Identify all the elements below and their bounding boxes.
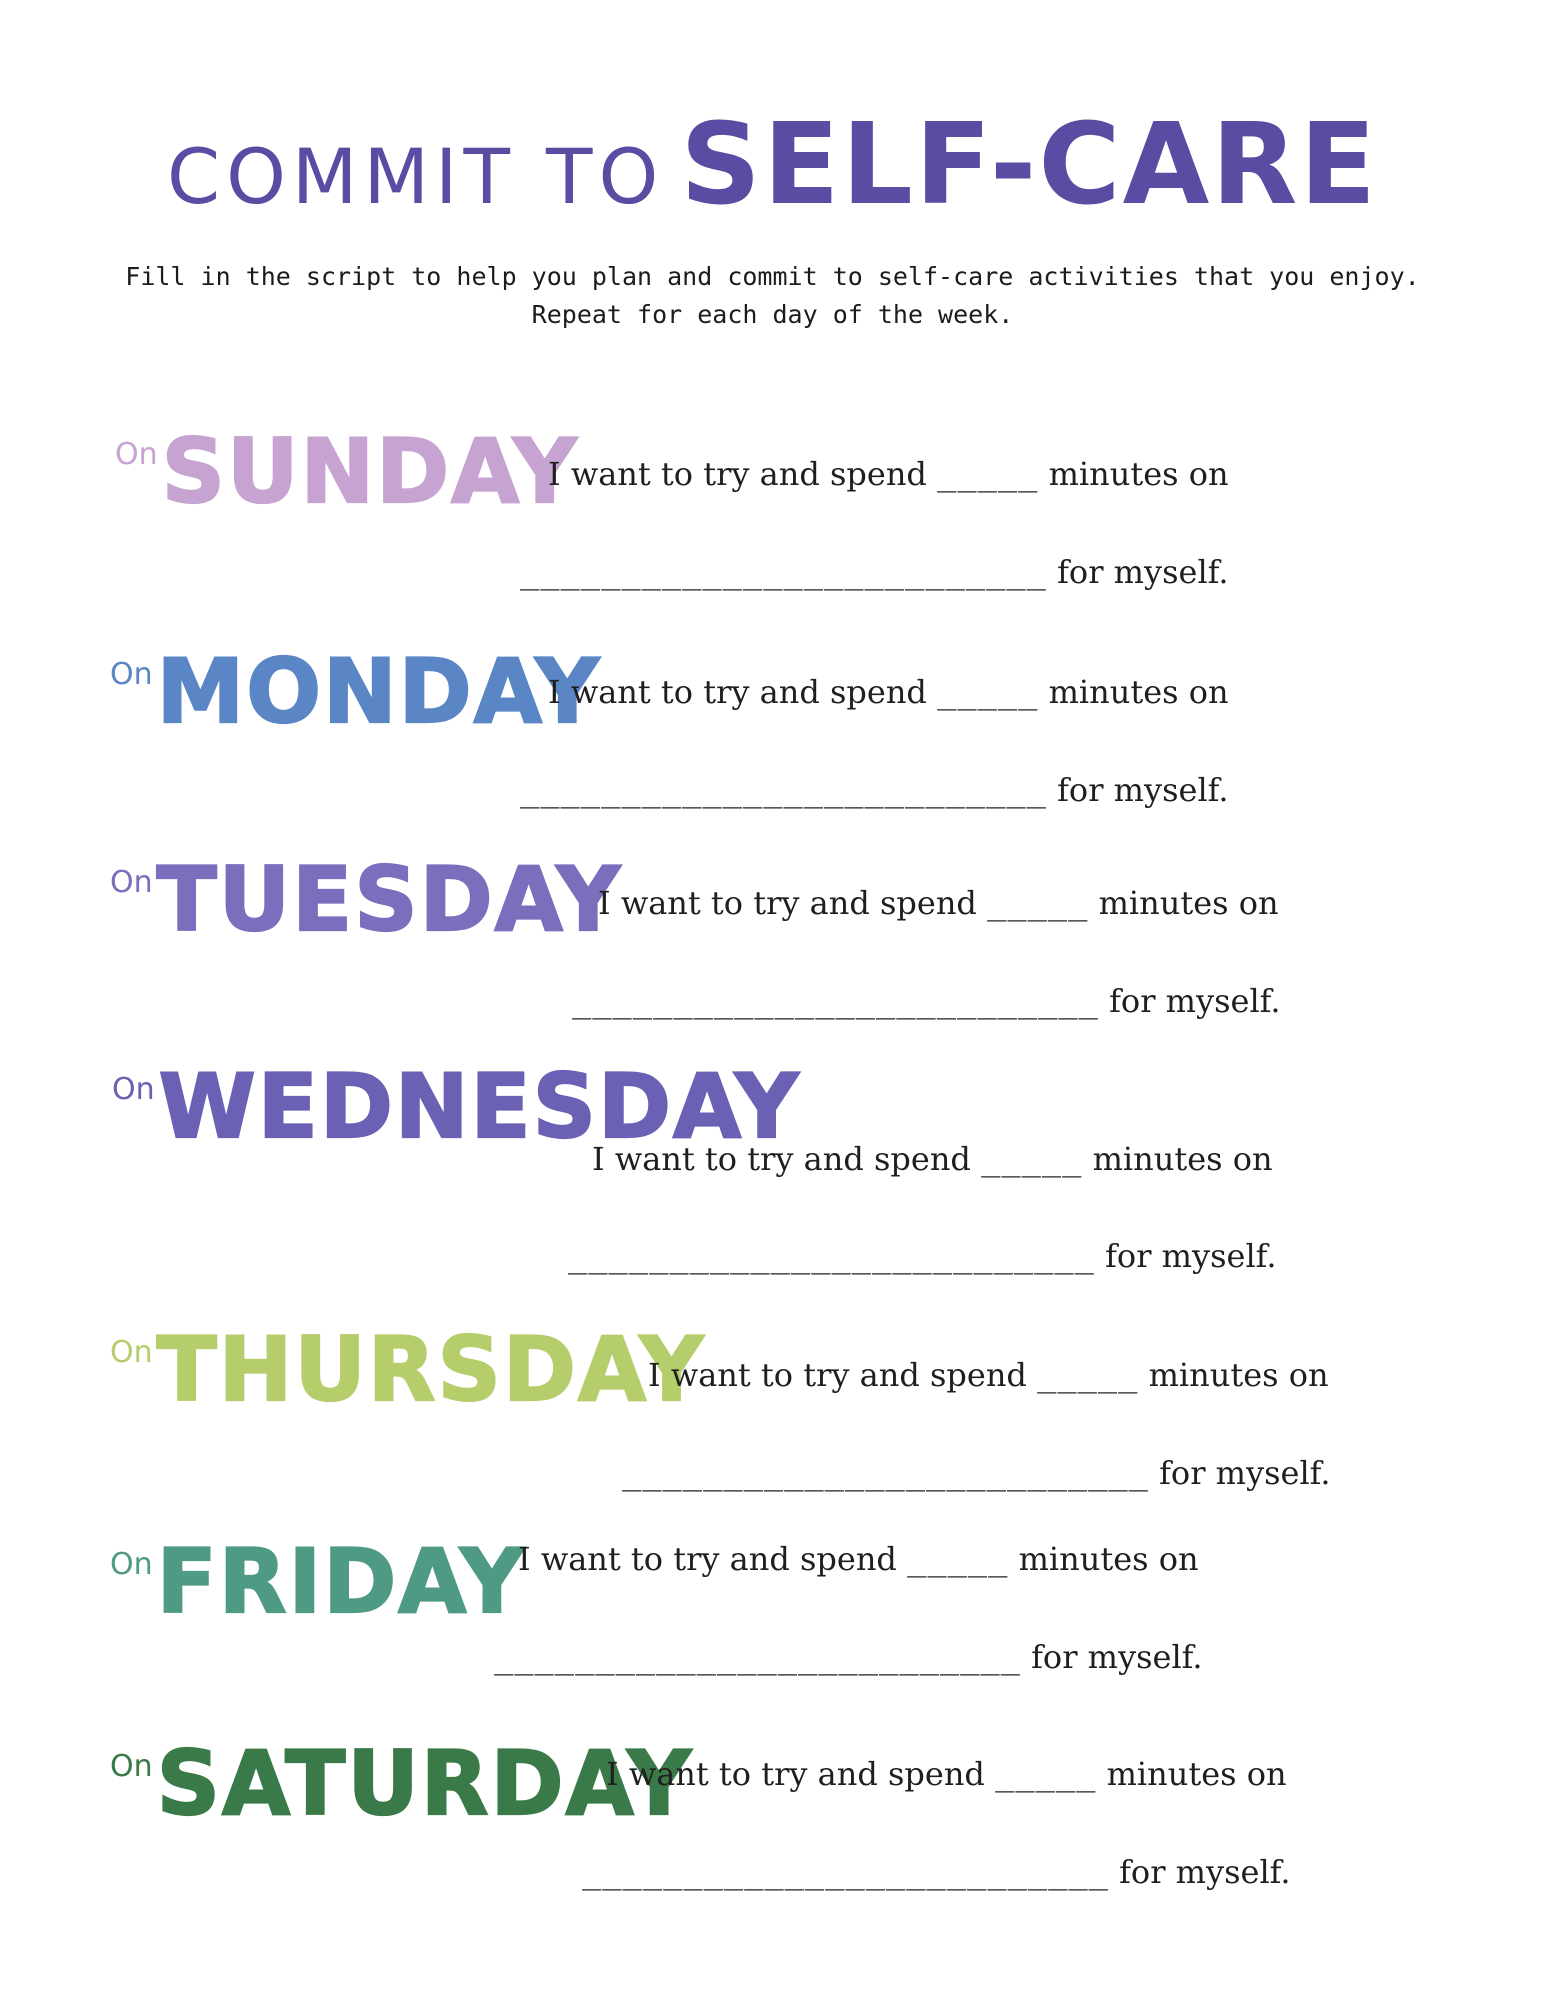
on-label: On: [115, 437, 158, 472]
activity-line-monday: [520, 771, 1229, 809]
prompt-end: for myself.: [1109, 982, 1281, 1020]
activity-line-thursday: [622, 1454, 1331, 1492]
day-name-saturday: SATURDAY: [156, 1732, 693, 1835]
prompt-end: for myself.: [1057, 771, 1229, 809]
prompt-suffix: minutes on: [1048, 673, 1229, 711]
prompt-end: for myself.: [1119, 1853, 1291, 1891]
day-name-friday: FRIDAY: [156, 1530, 526, 1633]
prompt-end: for myself.: [1159, 1454, 1331, 1492]
day-name-tuesday: TUESDAY: [156, 848, 623, 951]
day-label-monday: [110, 640, 601, 743]
day-name-sunday: SUNDAY: [161, 420, 579, 523]
activity-blank-monday[interactable]: __________________________: [520, 771, 1047, 809]
minutes-blank-saturday[interactable]: _____: [995, 1755, 1097, 1793]
minutes-blank-monday[interactable]: _____: [937, 673, 1039, 711]
minutes-blank-thursday[interactable]: _____: [1037, 1356, 1139, 1394]
minutes-blank-sunday[interactable]: _____: [937, 455, 1039, 493]
activity-line-sunday: [520, 553, 1229, 591]
prompt-prefix: I want to try and spend: [592, 1140, 971, 1178]
prompt-prefix: I want to try and spend: [548, 455, 927, 493]
prompt-suffix: minutes on: [1018, 1540, 1199, 1578]
day-name-wednesday: WEDNESDAY: [158, 1055, 801, 1158]
prompt-line-monday: [548, 673, 1229, 711]
title-commit-to: COMMIT TO: [167, 132, 665, 221]
on-label: On: [112, 1072, 155, 1107]
prompt-line-sunday: [548, 455, 1229, 493]
instructions-line-1: Fill in the script to help you plan and commit to self-care activities that you enjoy.: [125, 262, 1420, 291]
page-title: [0, 100, 1545, 230]
prompt-prefix: I want to try and spend: [518, 1540, 897, 1578]
on-label: On: [110, 657, 153, 692]
on-label: On: [110, 865, 153, 900]
prompt-end: for myself.: [1105, 1237, 1277, 1275]
title-self-care: SELF-CARE: [680, 100, 1378, 230]
instructions: [0, 258, 1545, 334]
day-label-tuesday: [110, 848, 622, 951]
minutes-blank-tuesday[interactable]: _____: [987, 884, 1089, 922]
prompt-line-saturday: [606, 1755, 1287, 1793]
prompt-end: for myself.: [1031, 1638, 1203, 1676]
activity-blank-sunday[interactable]: __________________________: [520, 553, 1047, 591]
day-label-sunday: [115, 420, 579, 523]
activity-blank-thursday[interactable]: __________________________: [622, 1454, 1149, 1492]
day-name-thursday: THURSDAY: [156, 1318, 706, 1421]
on-label: On: [110, 1547, 153, 1582]
prompt-line-thursday: [648, 1356, 1329, 1394]
on-label: On: [110, 1749, 153, 1784]
day-name-monday: MONDAY: [156, 640, 602, 743]
prompt-line-wednesday: [592, 1140, 1273, 1178]
prompt-suffix: minutes on: [1106, 1755, 1287, 1793]
activity-blank-wednesday[interactable]: __________________________: [568, 1237, 1095, 1275]
prompt-prefix: I want to try and spend: [648, 1356, 1027, 1394]
prompt-suffix: minutes on: [1048, 455, 1229, 493]
prompt-prefix: I want to try and spend: [606, 1755, 985, 1793]
minutes-blank-friday[interactable]: _____: [907, 1540, 1009, 1578]
prompt-line-friday: [518, 1540, 1199, 1578]
activity-line-tuesday: [572, 982, 1281, 1020]
activity-line-friday: [494, 1638, 1203, 1676]
instructions-line-2: Repeat for each day of the week.: [531, 300, 1014, 329]
activity-blank-friday[interactable]: __________________________: [494, 1638, 1021, 1676]
day-label-thursday: [110, 1318, 705, 1421]
activity-blank-saturday[interactable]: __________________________: [582, 1853, 1109, 1891]
activity-blank-tuesday[interactable]: __________________________: [572, 982, 1099, 1020]
prompt-suffix: minutes on: [1098, 884, 1279, 922]
prompt-suffix: minutes on: [1092, 1140, 1273, 1178]
prompt-line-tuesday: [598, 884, 1279, 922]
prompt-suffix: minutes on: [1148, 1356, 1329, 1394]
day-label-friday: [110, 1530, 526, 1633]
prompt-end: for myself.: [1057, 553, 1229, 591]
activity-line-saturday: [582, 1853, 1291, 1891]
prompt-prefix: I want to try and spend: [598, 884, 977, 922]
minutes-blank-wednesday[interactable]: _____: [981, 1140, 1083, 1178]
prompt-prefix: I want to try and spend: [548, 673, 927, 711]
on-label: On: [110, 1335, 153, 1370]
activity-line-wednesday: [568, 1237, 1277, 1275]
